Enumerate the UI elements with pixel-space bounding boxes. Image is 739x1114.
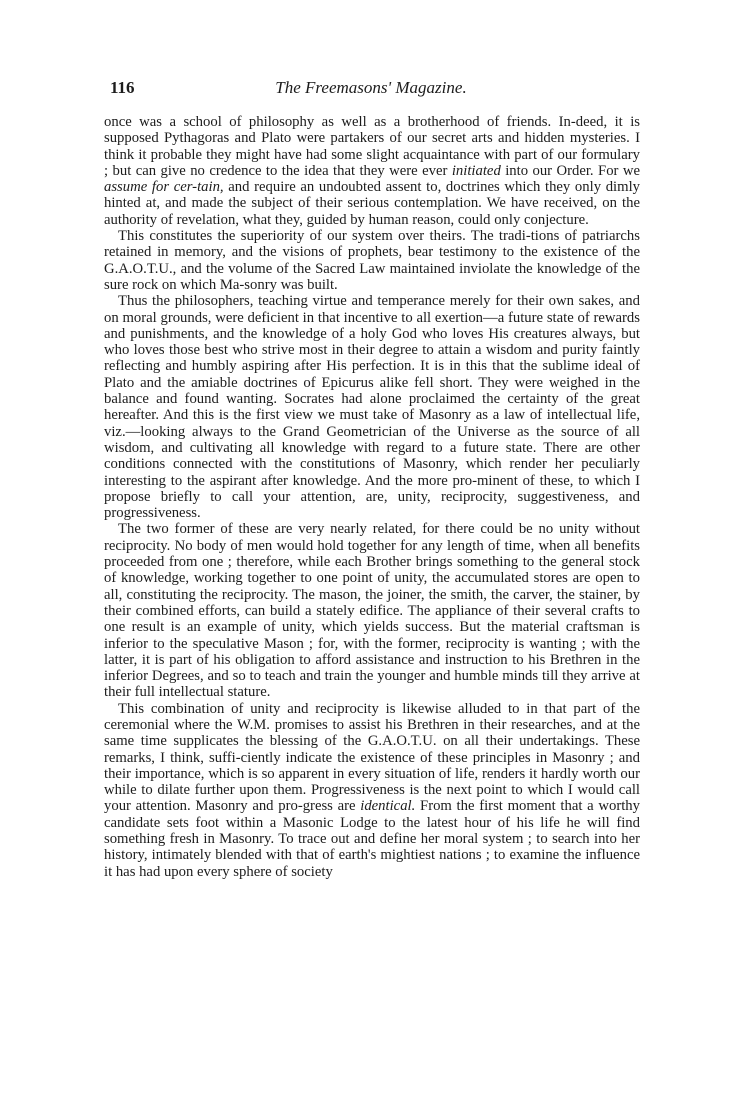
paragraph-text: This constitutes the superiority of our system over theirs. The tradi-tions of patriarchs retained in memory, and the visions of prophets, bear testimony to the existence of the G.A.O.T.U., and the volume of the Sacred Law maintained inviolate the knowledge of the sure rock on which Ma-sonry was built. [104, 228, 640, 293]
paragraph-text: The two former of these are very nearly related, for there could be no unity without reciprocity. No body of men would hold together for any length of time, when all benefits proceeded from one ; therefore, while each Brother brings something to the general stock of knowledge, working together to one point of unity, the accumulated stores are open to all, constituting the reciprocity. The mason, the joiner, the smith, the carver, the stainer, by their combined efforts, can build a stately edifice. The appliance of their several crafts to one result is an example of unity, which yields success. But the material craftsman is inferior to the speculative Mason ; for, with the former, reciprocity is wanting ; with the latter, it is part of his obligation to afford assistance and instruction to his Brethren in the inferior Degrees, and so to teach and train the younger and humble minds till they arrive at their full intellectual stature. [104, 521, 640, 701]
running-title: The Freemasons' Magazine. [275, 78, 467, 97]
paragraph-text: and require an undoubted assent to, doctrines which they only dimly hinted at, and made the subject of their serious contemplation. We have received, on the authority of revelation, what they, guided by human reason, could only conjecture. [104, 179, 640, 228]
paragraph-text: once was a school of philosophy as well as a brotherhood of friends. In-deed, it is supposed Pythagoras and Plato were partakers of our secret arts and hidden mysteries. I think it probable they might have had some slight acquaintance with part of our formulary ; but can give no credence to the idea that they were ever [104, 114, 640, 179]
body-paragraph [104, 114, 640, 228]
italic-text: initiated [451, 162, 501, 179]
body-paragraph [104, 293, 640, 521]
body-paragraph [104, 701, 640, 880]
paragraph-text: Thus the philosophers, teaching virtue and temperance merely for their own sakes, and on moral grounds, were deficient in that incentive to all exertion—a future state of rewards and punishments, and the knowledge of a holy God who loves His creatures always, but who loves those best who strive most in their degree to attain a wisdom and purity faintly reflecting and humbly aspiring after His perfection. It is in this that the sublime ideal of Plato and the amiable doctrines of Epicurus alike fell short. They were weighed in the balance and found wanting. Socrates had alone proclaimed the certainty of the great hereafter. And this is the first view we must take of Masonry as a law of intellectual life, viz.—looking always to the Grand Geometrician of the Universe as the source of all wisdom, and cultivating all knowledge with regard to a future state. There are other conditions connected with the constitutions of Masonry, which render her peculiarly interesting to the aspirant after knowledge. And the more pro-minent of these, to which I propose briefly to call your attention, are, unity, reciprocity, suggestiveness, and progressiveness. [104, 293, 640, 522]
magazine-page [96, 78, 646, 880]
italic-text: identical. [360, 798, 416, 815]
paragraph-text: into our Order. For we [500, 162, 640, 179]
article-body [96, 114, 646, 880]
page-header [96, 78, 646, 100]
body-paragraph [104, 228, 640, 293]
body-paragraph [104, 521, 640, 700]
page-number: 116 [110, 78, 135, 97]
paragraph-text: This combination of unity and reciprocity is likewise alluded to in that part of the ceremonial where the W.M. promises to assist his Brethren in their researches, and at the same time supplicates the blessing of the G.A.O.T.U. on all their undertakings. These remarks, I think, suffi-ciently indicate the existence of these principles in Masonry ; and their importance, which is so apparent in every situation of life, renders it hardly worth our while to dilate further upon them. Progressiveness is the next point to which I would call your attention. Masonry and pro-gress are [104, 700, 640, 815]
italic-text: assume for cer-tain, [104, 179, 224, 196]
paragraph-text: From the first moment that a worthy candidate sets foot within a Masonic Lodge to the latest hour of his life he will find something fresh in Masonry. To trace out and define her moral system ; to search into her history, intimately blended with that of earth's mightiest nations ; to examine the influence it has had upon every sphere of society [104, 798, 640, 880]
